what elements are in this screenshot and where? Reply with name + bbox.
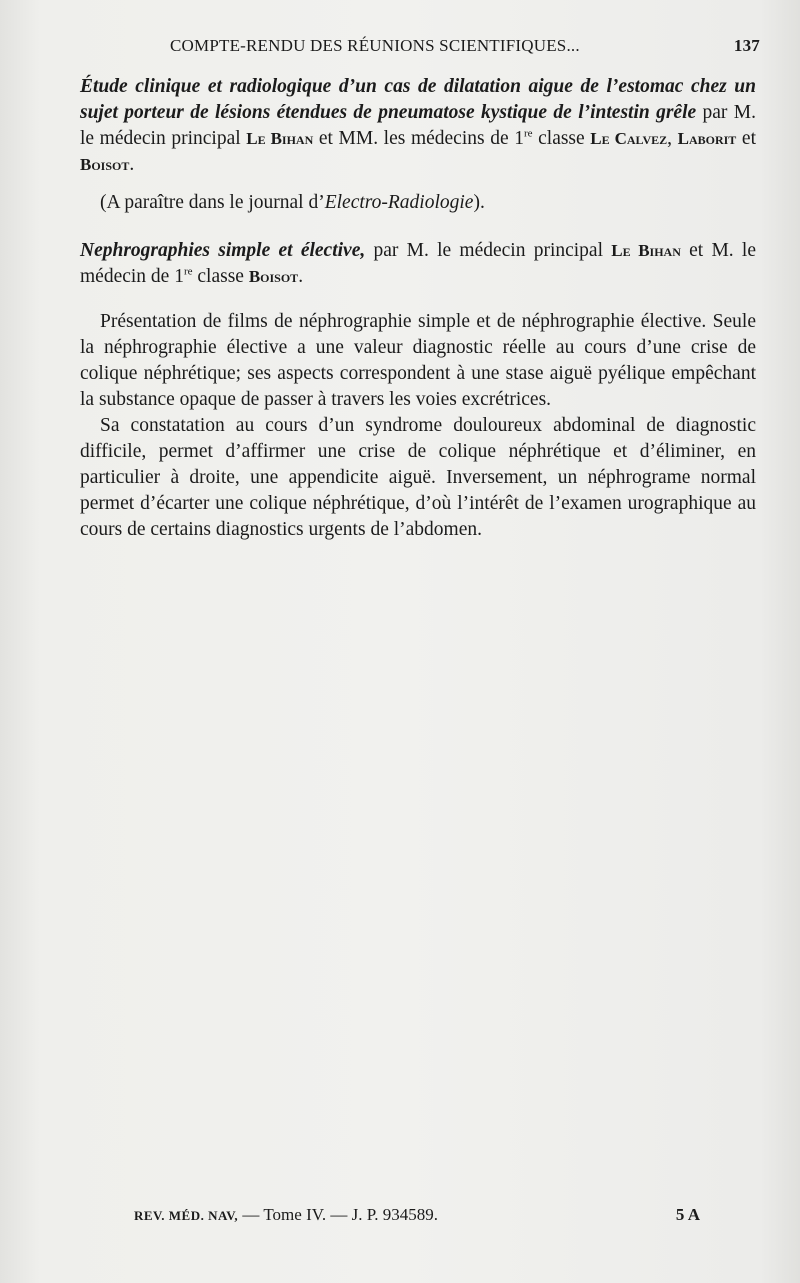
author-name: Le Bihan [246, 129, 314, 148]
author-name: Le Calvez [590, 129, 668, 148]
ordinal-sup: re [183, 265, 193, 278]
entry-2-authors-mid2: classe [192, 266, 249, 287]
entry-1-authors-prefix: par M. le médecin principal [80, 102, 756, 149]
note-prefix: (A paraître dans le journal d’ [100, 192, 325, 213]
entry-2-authors-prefix: par M. le médecin principal [365, 240, 612, 261]
entry-1-authors-mid: et MM. les médecins de 1 [313, 128, 524, 149]
paragraph: Sa constatation au cours d’un syndrome douloureux abdominal de diagnostic difficile, permet d’affirmer une crise de colique néphrétique et d’éliminer, en particulier à droite, une appendicite aiguë. Inversement, un néphrograme normal permet d’écarter une colique néphrétique, d’où l’intérêt de l’examen urographique au cours de certains diagnostics urgents de l’abdomen. [80, 415, 756, 540]
journal-name: Electro-Radiologie [324, 192, 474, 213]
period: . [298, 266, 304, 287]
entry-2-heading [80, 238, 756, 290]
entry-1-title: Étude clinique et radiologique d’un cas de dilatation aigue de l’estomac chez un sujet porteur de lésions étendues de pneumatose kystique de l’intestin grêle [80, 76, 756, 123]
entry-1-heading [80, 74, 756, 178]
running-title: COMPTE-RENDU DES RÉUNIONS SCIENTIFIQUES... [170, 36, 580, 55]
signature-mark: 5 A [675, 1205, 700, 1224]
author-name: Boisot [80, 155, 130, 174]
entry-1-authors-mid2: classe [532, 128, 591, 149]
ordinal-sup: re [523, 127, 533, 140]
entry-2-title: Nephrographies simple et élective, [80, 240, 366, 261]
conjunction: et [736, 128, 756, 149]
paragraph: Présentation de films de néphrographie simple et de néphrographie élective. Seule la néphrographie élective a une valeur diagnostic réelle au cours d’une crise de colique néphrétique; ses aspects correspondent à une stase aiguë pyélique empêchant la substance opaque de passer à travers les voies excrétrices. [80, 311, 756, 410]
body-text [80, 74, 756, 543]
separator: , [667, 128, 678, 149]
page-number: 137 [733, 36, 760, 55]
publication-note [80, 190, 756, 216]
journal-abbrev: REV. MÉD. NAV, [134, 1208, 239, 1223]
period: . [129, 154, 135, 175]
footer-citation [134, 1205, 438, 1225]
note-suffix: ). [473, 192, 485, 213]
footer-volume: — Tome IV. — J. P. 934589. [238, 1205, 439, 1224]
author-name: Le Bihan [611, 241, 681, 260]
entry-2-authors-mid: et M. le médecin de 1 [80, 240, 756, 287]
author-name: Boisot [248, 267, 299, 286]
author-name: Laborit [677, 129, 737, 148]
